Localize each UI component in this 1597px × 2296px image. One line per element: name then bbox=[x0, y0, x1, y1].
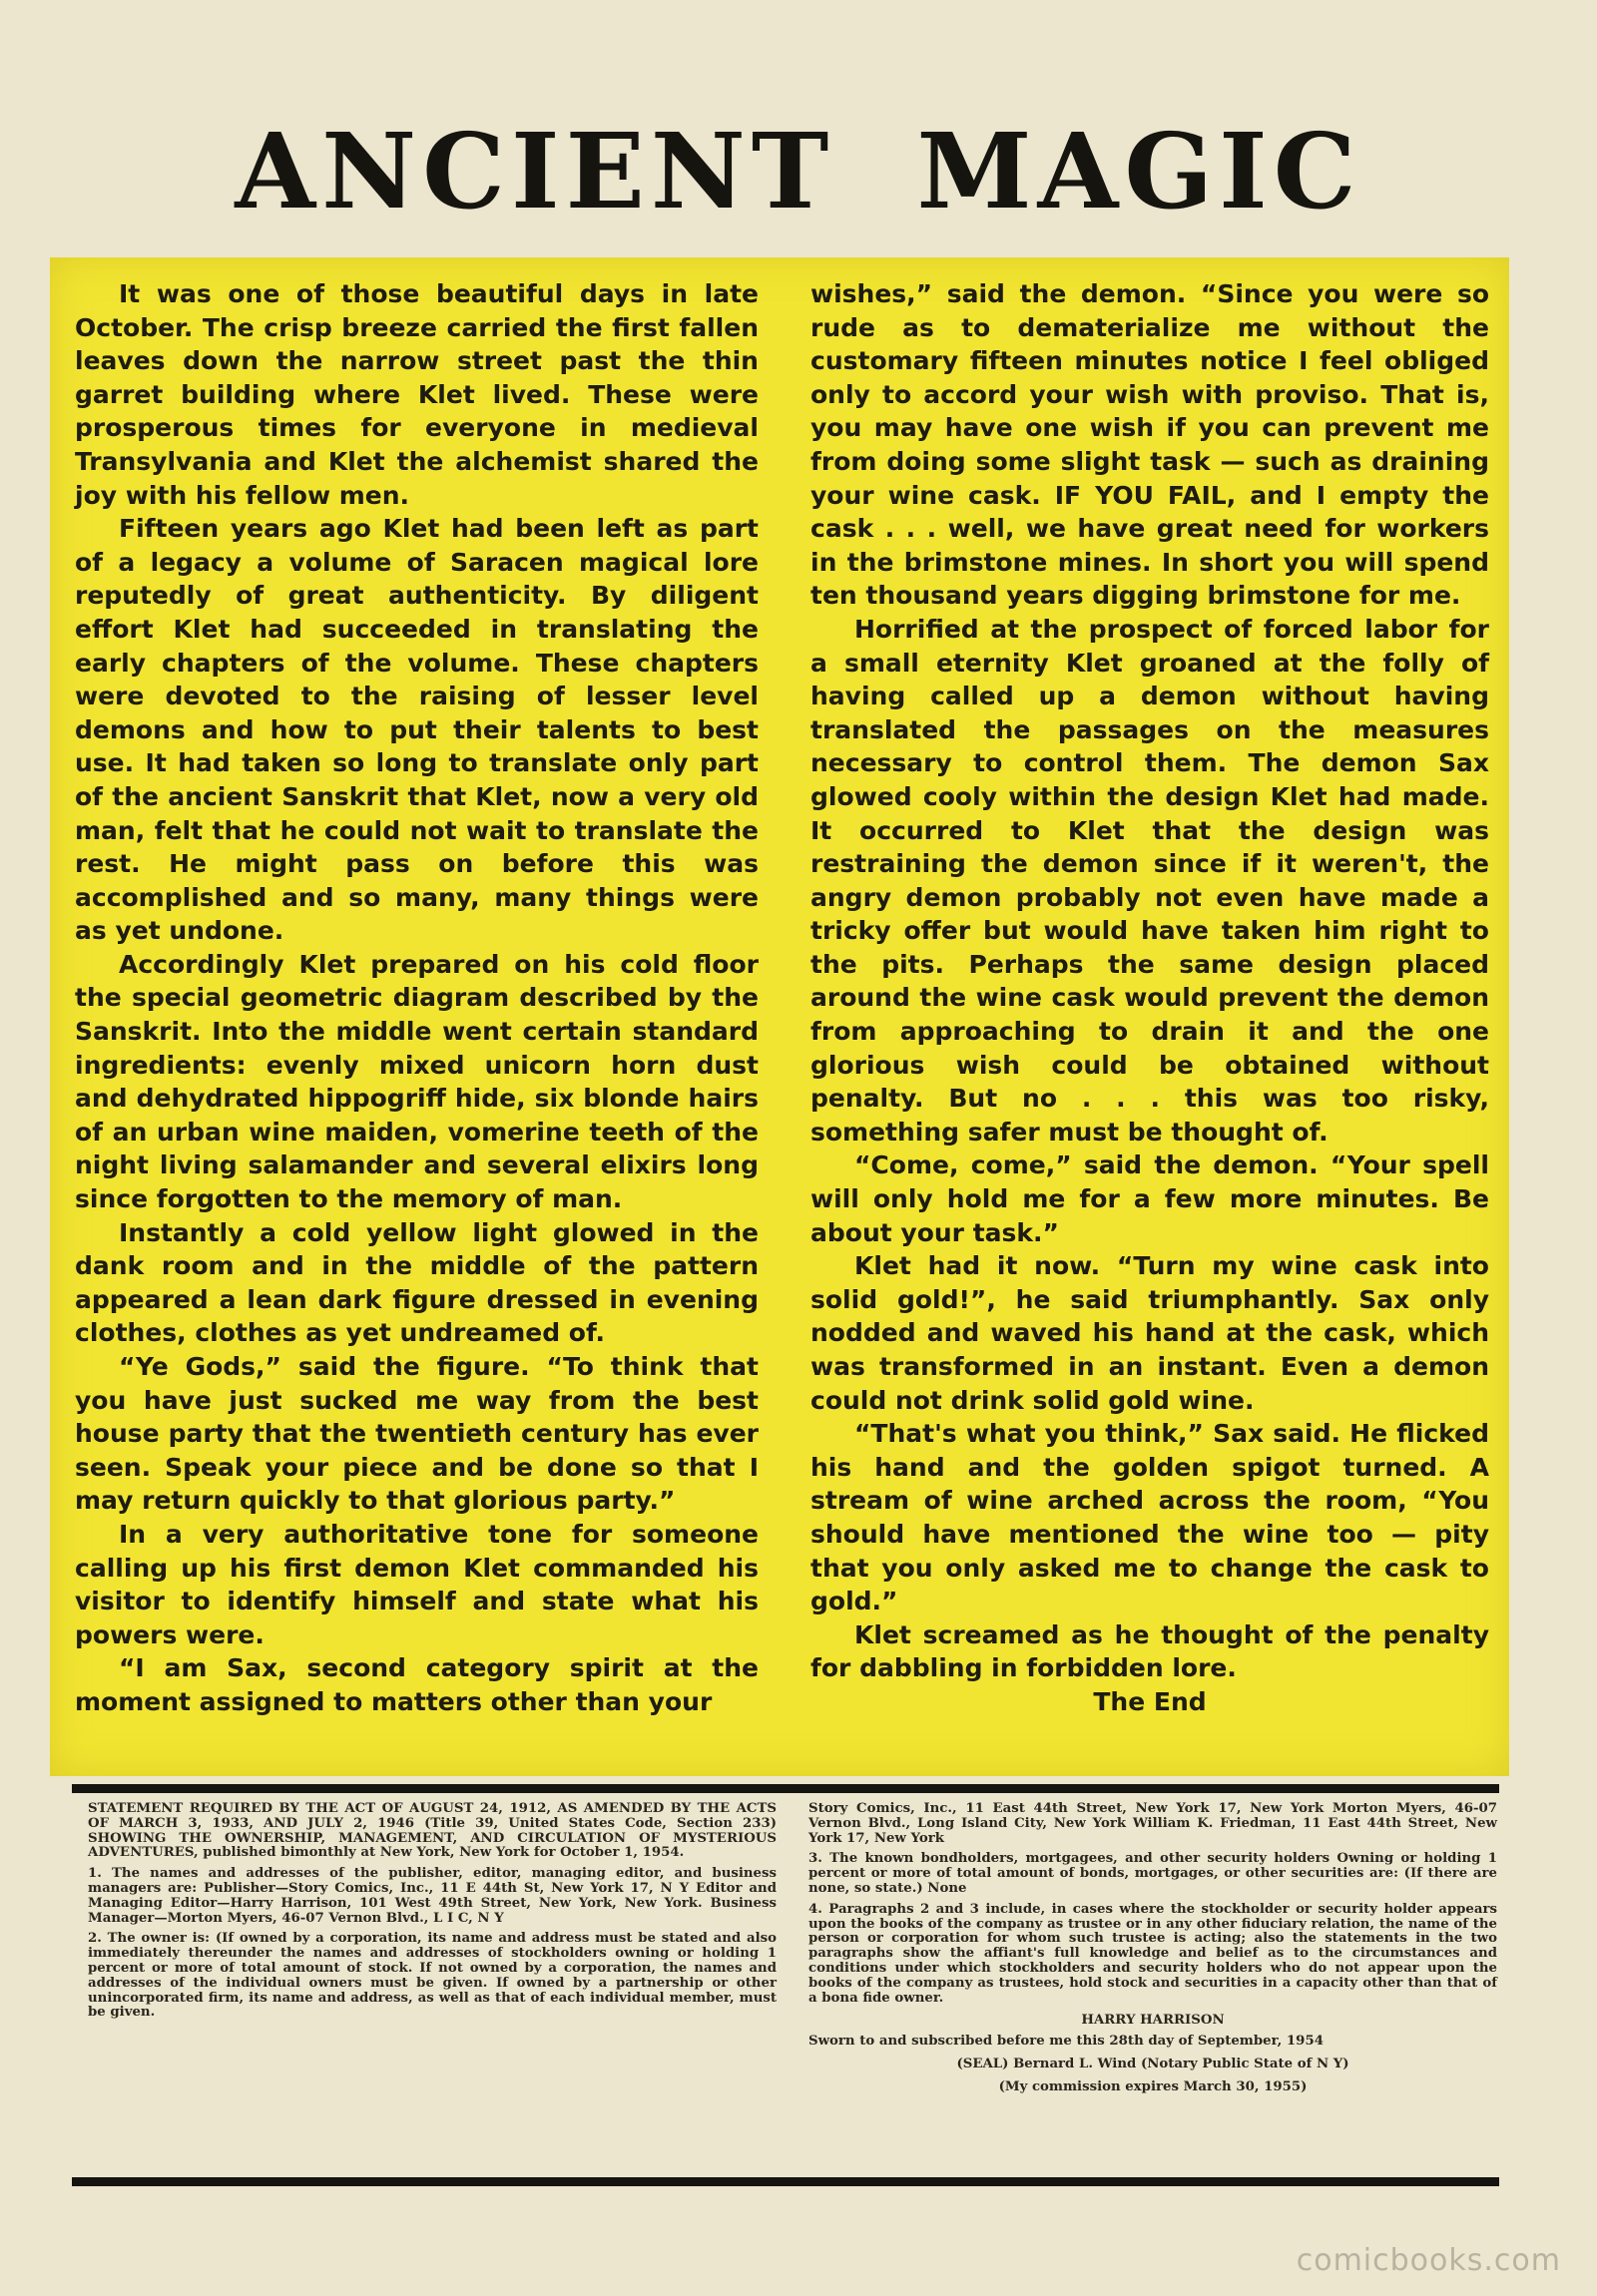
divider-top bbox=[72, 1784, 1499, 1793]
commission-line: (My commission expires March 30, 1955) bbox=[998, 2078, 1308, 2094]
story-column-right bbox=[810, 277, 1489, 1719]
page-title: ANCIENT MAGIC bbox=[235, 110, 1362, 232]
story-paragraph: In a very authoritative tone for someone calling up his first demon Klet commanded his visitor to identify himself and state what his powers were. bbox=[75, 1519, 759, 1649]
story-paragraph: It was one of those beautiful days in late October. The crisp breeze carried the first fallen leaves down the narrow street past the thin garret building where Klet lived. These were prosperous times for everyone in medieval Transylvania and Klet the alchemist shared the joy with his fellow men. bbox=[75, 279, 759, 510]
ownership-statement-left bbox=[88, 1802, 777, 2027]
statement-paragraph: 2. The owner is: (If owned by a corporation, its name and address must be stated and also immediately thereunder the names and addresses of stockholders owning or holding 1 percent or more of total amount of stock. If not owned by a corporation, the names and addresses of the individual owners must be given. If owned by a partnership or other unincorporated firm, its name and address, as well as that of each individual member, must be given. bbox=[88, 1931, 777, 2021]
statement-paragraph: Story Comics, Inc., 11 East 44th Street, New York 17, New York Morton Myers, 46-07 Vernon Blvd., Long Island City, New York William K. Friedman, 11 East 44th Street, New York 17, New York bbox=[808, 1801, 1497, 1846]
story-paragraph: “Come, come,” said the demon. “Your spell will only hold me for a few more minutes. Be about your task.” bbox=[810, 1150, 1489, 1247]
story-paragraph: “I am Sax, second category spirit at the moment assigned to matters other than your bbox=[75, 1653, 759, 1716]
notary-line: (SEAL) Bernard L. Wind (Notary Public State of N Y) bbox=[956, 2056, 1349, 2071]
story-paragraph: Fifteen years ago Klet had been left as part of a legacy a volume of Saracen magical lore reputedly of great authenticity. By diligent effort Klet had succeeded in translating the early chapters of the volume. These chapters were devoted to the raising of lesser level demons and how to put their talents to best use. It had taken so long to translate only part of the ancient Sanskrit that Klet, now a very old man, felt that he could not wait to translate the rest. He might pass on before this was accomplished and so many, many things were as yet undone. bbox=[75, 514, 759, 946]
the-end-label: The End bbox=[1093, 1686, 1207, 1716]
story-paragraph-continued: wishes,” said the demon. “Since you were so rude as to dematerialize me without the customary fifteen minutes notice I feel obliged only to accord your wish with proviso. That is, you may have one wish if you can prevent me from doing some slight task — such as draining your wine cask. IF YOU FAIL, and I empty the cask . . . well, we have great need for workers in the brimstone mines. In short you will spend ten thousand years digging brimstone for me. bbox=[810, 279, 1489, 611]
divider-bottom bbox=[72, 2177, 1499, 2186]
signature-name: HARRY HARRISON bbox=[1081, 2013, 1225, 2029]
story-paragraph: “That's what you think,” Sax said. He flicked his hand and the golden spigot turned. A stream of wine arched across the room, “You should have mentioned the wine too — pity that you only asked me to change the cask to gold.” bbox=[810, 1419, 1489, 1616]
story-paragraph: Klet screamed as he thought of the penalty for dabbling in forbidden lore. bbox=[810, 1619, 1489, 1683]
story-paragraph: “Ye Gods,” said the figure. “To think that you have just sucked me way from the best house party that the twentieth century has ever seen. Speak your piece and be done so that I may return quickly to that glorious party.” bbox=[75, 1352, 759, 1516]
story-paragraph: Klet had it now. “Turn my wine cask into solid gold!”, he said triumphantly. Sax only nodded and waved his hand at the cask, which was transformed in an instant. Even a demon could not drink solid gold wine. bbox=[810, 1251, 1489, 1415]
watermark: comicbooks.com bbox=[1296, 2243, 1561, 2278]
story-panel bbox=[50, 257, 1509, 1776]
statement-paragraph: 3. The known bondholders, mortgagees, and other security holders Owning or holding 1 percent or more of total amount of bonds, mortgages, or other securities are: (If there are none, so state.) None bbox=[808, 1851, 1497, 1896]
ownership-statement-right bbox=[808, 1802, 1497, 2101]
statement-paragraph: 4. Paragraphs 2 and 3 include, in cases where the stockholder or security holder appears upon the books of the company as trustee or in any other fiduciary relation, the name of the person or corporation for whom such trustee is acting; also the statements in the two paragraphs show the affiant's full knowledge and belief as to the circumstances and conditions under which stockholders and security holders who do not appear upon the books of the company as trustees, hold stock and securities in a capacity other than that of a bona fide owner. bbox=[808, 1901, 1497, 2006]
statement-paragraph: STATEMENT REQUIRED BY THE ACT OF AUGUST 24, 1912, AS AMENDED BY THE ACTS OF MARCH 3, 1933, AND JULY 2, 1946 (Title 39, United States Code, Section 233) SHOWING THE OWNERSHIP, MANAGEMENT, AND CIRCULATION OF MYSTERIOUS ADVENTURES, published bimonthly at New York, New York for October 1, 1954. bbox=[88, 1801, 777, 1861]
statement-paragraph: 1. The names and addresses of the publisher, editor, managing editor, and business managers are: Publisher—Story Comics, Inc., 11 E 44th St, New York 17, N Y Editor and Managing Editor—Harry Harrison, 101 West 49th Street, New York, New York. Business Manager—Morton Myers, 46-07 Vernon Blvd., L I C, N Y bbox=[88, 1866, 777, 1926]
story-paragraph: Accordingly Klet prepared on his cold floor the special geometric diagram described by the Sanskrit. Into the middle went certain standard ingredients: evenly mixed unicorn horn dust and dehydrated hippogriff hide, six blonde hairs of an urban wine maiden, vomerine teeth of the night living salamander and several elixirs long since forgotten to the memory of man. bbox=[75, 949, 759, 1214]
story-column-left bbox=[75, 277, 759, 1719]
story-paragraph: Horrified at the prospect of forced labor for a small eternity Klet groaned at the folly of having called up a demon without having translated the passages on the measures necessary to control them. The demon Sax glowed cooly within the design Klet had made. It occurred to Klet that the design was restraining the demon since if it weren't, the angry demon probably not even have made a tricky offer but would have taken him right to the pits. Perhaps the same design placed around the wine cask would prevent the demon from approaching to drain it and the one glorious wish could be obtained without penalty. But no . . . this was too risky, something safer must be thought of. bbox=[810, 614, 1489, 1147]
sworn-line: Sworn to and subscribed before me this 28th day of September, 1954 bbox=[808, 2034, 1324, 2050]
story-paragraph: Instantly a cold yellow light glowed in the dank room and in the middle of the pattern appeared a lean dark figure dressed in evening clothes, clothes as yet undreamed of. bbox=[75, 1217, 759, 1348]
